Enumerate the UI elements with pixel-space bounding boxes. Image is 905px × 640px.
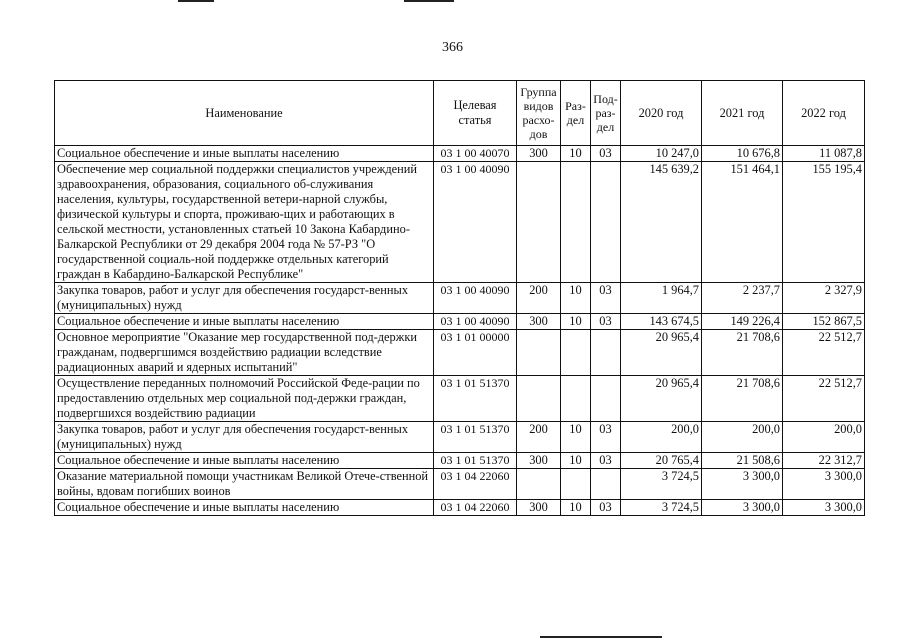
table-row <box>55 500 865 516</box>
row-2021: 21 708,6 <box>702 376 783 422</box>
row-section <box>561 330 591 376</box>
row-group: 300 <box>517 500 561 516</box>
header-section: Раз-дел <box>561 81 591 146</box>
table-row <box>55 146 865 162</box>
table-row <box>55 453 865 469</box>
row-name: Закупка товаров, работ и услуг для обеспечения государст-венных (муниципальных) нужд <box>55 422 434 453</box>
table-row <box>55 469 865 500</box>
table-row <box>55 314 865 330</box>
row-name: Обеспечение мер социальной поддержки специалистов учреждений здравоохранения, образования, социального об-служивания населения, культуры, государственной ветери-нарной службы, физической культуры и спорта, проживаю-щих и работающих в сельской местности, установленных статьей 10 Закона Кабардино-Балкарской Республики от 29 декабря 2004 года № 57-РЗ "О государственной социаль-ной поддержке отдельных категорий граждан в Кабардино-Балкарской Республике" <box>55 162 434 283</box>
row-2022: 3 300,0 <box>783 500 865 516</box>
row-2020: 200,0 <box>621 422 702 453</box>
row-2021: 149 226,4 <box>702 314 783 330</box>
table-row <box>55 283 865 314</box>
row-target: 03 1 04 22060 <box>434 500 517 516</box>
row-section: 10 <box>561 422 591 453</box>
row-2021: 21 508,6 <box>702 453 783 469</box>
row-name: Социальное обеспечение и иные выплаты населению <box>55 146 434 162</box>
row-name: Оказание материальной помощи участникам Великой Отече-ственной войны, вдовам погибших воинов <box>55 469 434 500</box>
row-subsection: 03 <box>591 146 621 162</box>
header-2021: 2021 год <box>702 81 783 146</box>
row-target: 03 1 01 51370 <box>434 376 517 422</box>
row-group: 200 <box>517 283 561 314</box>
budget-table <box>54 80 865 516</box>
row-target: 03 1 00 40090 <box>434 162 517 283</box>
row-target: 03 1 00 40090 <box>434 314 517 330</box>
header-name: Наименование <box>55 81 434 146</box>
header-2020: 2020 год <box>621 81 702 146</box>
row-subsection: 03 <box>591 283 621 314</box>
row-subsection <box>591 469 621 500</box>
row-2022: 200,0 <box>783 422 865 453</box>
row-2021: 3 300,0 <box>702 500 783 516</box>
row-2021: 200,0 <box>702 422 783 453</box>
row-section: 10 <box>561 283 591 314</box>
row-subsection <box>591 162 621 283</box>
row-2022: 22 312,7 <box>783 453 865 469</box>
row-2020: 143 674,5 <box>621 314 702 330</box>
row-section: 10 <box>561 146 591 162</box>
row-2021: 151 464,1 <box>702 162 783 283</box>
table-header-row <box>55 81 865 146</box>
scan-mark-top-right <box>404 0 454 2</box>
scan-mark-top-left <box>178 0 214 2</box>
row-group <box>517 162 561 283</box>
table-row <box>55 376 865 422</box>
row-group <box>517 330 561 376</box>
row-name: Социальное обеспечение и иные выплаты населению <box>55 500 434 516</box>
row-2022: 152 867,5 <box>783 314 865 330</box>
row-group: 300 <box>517 314 561 330</box>
row-section: 10 <box>561 500 591 516</box>
row-section <box>561 469 591 500</box>
table-row <box>55 422 865 453</box>
row-2022: 22 512,7 <box>783 376 865 422</box>
header-target: Целевая статья <box>434 81 517 146</box>
row-2022: 11 087,8 <box>783 146 865 162</box>
row-subsection <box>591 330 621 376</box>
row-2020: 1 964,7 <box>621 283 702 314</box>
row-section <box>561 162 591 283</box>
row-2021: 2 237,7 <box>702 283 783 314</box>
page-number: 366 <box>442 40 463 55</box>
row-section: 10 <box>561 314 591 330</box>
row-subsection: 03 <box>591 422 621 453</box>
row-2020: 20 965,4 <box>621 376 702 422</box>
row-2020: 145 639,2 <box>621 162 702 283</box>
table-row <box>55 162 865 283</box>
row-subsection: 03 <box>591 314 621 330</box>
row-2020: 10 247,0 <box>621 146 702 162</box>
row-name: Основное мероприятие "Оказание мер государственной под-держки гражданам, подвергшимся воздействию радиации вследствие радиационных аварий и ядерных испытаний" <box>55 330 434 376</box>
row-2021: 3 300,0 <box>702 469 783 500</box>
row-2022: 2 327,9 <box>783 283 865 314</box>
row-target: 03 1 00 40070 <box>434 146 517 162</box>
row-2020: 3 724,5 <box>621 500 702 516</box>
row-subsection: 03 <box>591 500 621 516</box>
header-subsection: Под-раз-дел <box>591 81 621 146</box>
row-target: 03 1 01 51370 <box>434 422 517 453</box>
header-2022: 2022 год <box>783 81 865 146</box>
row-group: 300 <box>517 453 561 469</box>
row-name: Закупка товаров, работ и услуг для обеспечения государст-венных (муниципальных) нужд <box>55 283 434 314</box>
row-2022: 22 512,7 <box>783 330 865 376</box>
row-2020: 20 965,4 <box>621 330 702 376</box>
row-target: 03 1 01 00000 <box>434 330 517 376</box>
row-group: 300 <box>517 146 561 162</box>
row-2020: 20 765,4 <box>621 453 702 469</box>
row-2022: 155 195,4 <box>783 162 865 283</box>
row-subsection <box>591 376 621 422</box>
row-group <box>517 376 561 422</box>
row-2021: 10 676,8 <box>702 146 783 162</box>
row-group: 200 <box>517 422 561 453</box>
row-target: 03 1 00 40090 <box>434 283 517 314</box>
header-group: Группа видов расхо-дов <box>517 81 561 146</box>
row-name: Осуществление переданных полномочий Российской Феде-рации по предоставлению отдельных мер социальной под-держки граждан, подвергшихся воздействию радиации <box>55 376 434 422</box>
row-section <box>561 376 591 422</box>
row-2020: 3 724,5 <box>621 469 702 500</box>
row-subsection: 03 <box>591 453 621 469</box>
table-row <box>55 330 865 376</box>
row-2022: 3 300,0 <box>783 469 865 500</box>
row-section: 10 <box>561 453 591 469</box>
row-target: 03 1 04 22060 <box>434 469 517 500</box>
scan-mark-bottom <box>540 636 662 638</box>
row-name: Социальное обеспечение и иные выплаты населению <box>55 453 434 469</box>
row-2021: 21 708,6 <box>702 330 783 376</box>
row-target: 03 1 01 51370 <box>434 453 517 469</box>
row-name: Социальное обеспечение и иные выплаты населению <box>55 314 434 330</box>
row-group <box>517 469 561 500</box>
